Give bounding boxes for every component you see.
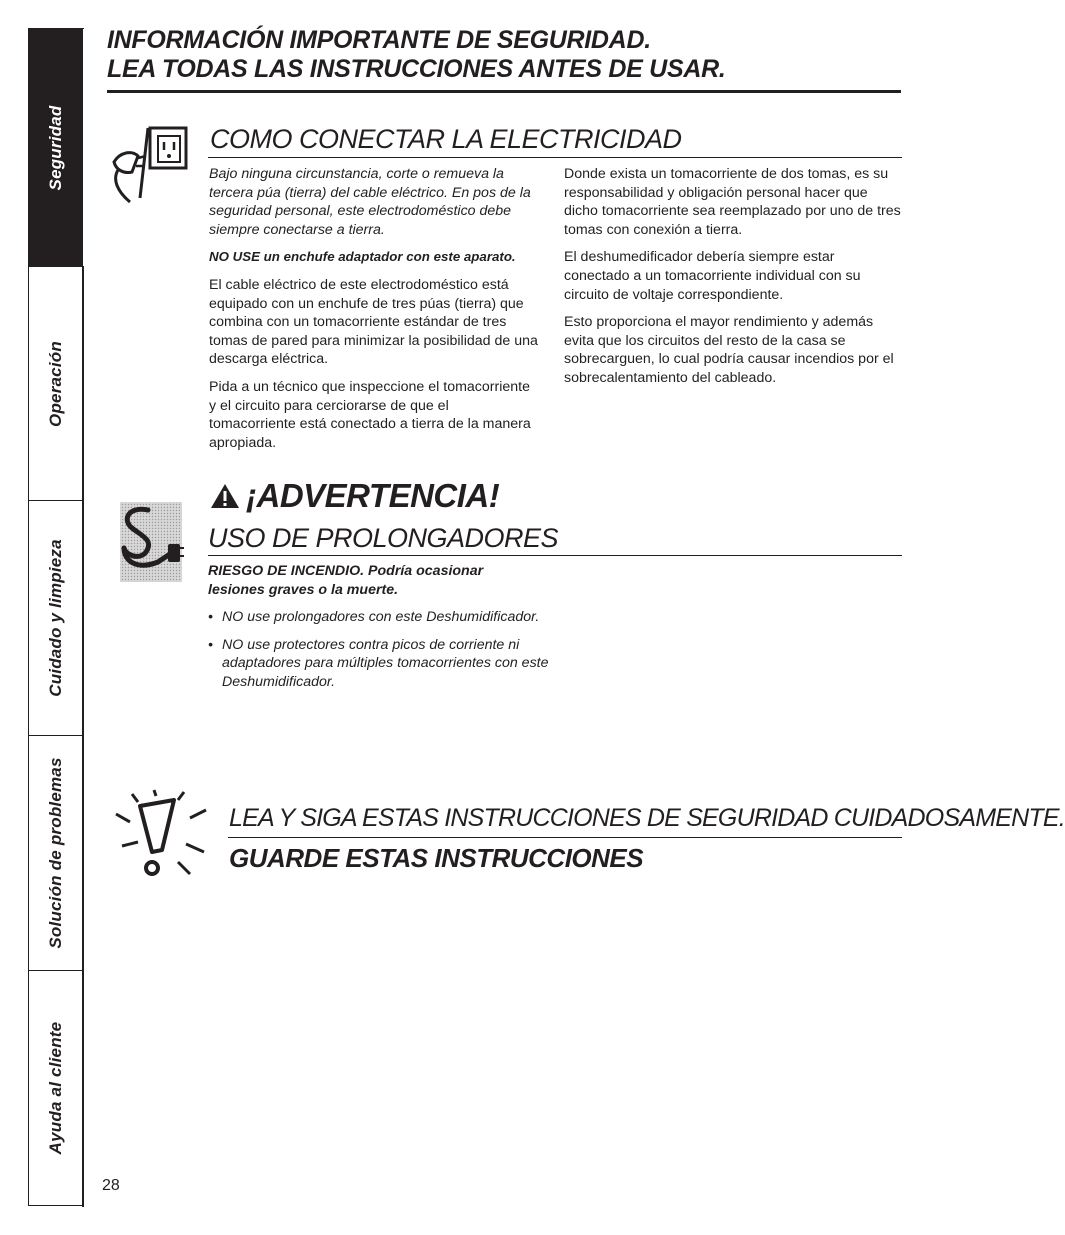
three-prong-text: El cable eléctrico de este electrodoméstico está equipado con un enchufe de tres púas (tierra) que combina con un tomacorriente estándar de tres tomas de pared para minimizar la posibilidad de una descarga eléctrica.: [209, 276, 538, 368]
adapter-warning-text: [209, 248, 539, 267]
warning-title-text: ¡ADVERTENCIA!: [246, 477, 500, 514]
title-line-2: LEA TODAS LAS INSTRUCCIONES ANTES DE USAR.: [107, 55, 726, 83]
read-follow-instructions: LEA Y SIGA ESTAS INSTRUCCIONES DE SEGURIDAD CUIDADOSAMENTE.: [229, 804, 1065, 832]
tab-operacion[interactable]: [29, 267, 83, 501]
tab-cuidado-y-limpieza[interactable]: [29, 501, 83, 736]
tab-seguridad[interactable]: [29, 29, 83, 267]
exclamation-icon: [110, 788, 210, 880]
bullet-mark: •: [208, 609, 213, 626]
bullet-mark: •: [208, 636, 213, 653]
save-instructions: GUARDE ESTAS INSTRUCCIONES: [229, 843, 644, 873]
fire-risk-text: RIESGO DE INCENDIO. Podría ocasionar lesiones graves o la muerte.: [208, 563, 484, 598]
extension-cord-icon: [118, 500, 184, 584]
bullet-text: NO use protectores contra picos de corriente ni adaptadores para múltiples tomacorrientes con este Deshumidificador.: [222, 636, 549, 690]
tab-label: Operación: [46, 340, 65, 427]
tab-label: Seguridad: [46, 105, 65, 190]
tab-ayuda-al-cliente[interactable]: [29, 971, 83, 1205]
extension-heading: USO DE PROLONGADORES: [208, 523, 559, 553]
performance-text: Esto proporciona el mayor rendimiento y además evita que los circuitos del resto de la casa se sobrecarguen, lo cual podría causar incendios por el sobrecalentamiento del cableado.: [564, 314, 894, 386]
warning-title: [210, 477, 499, 515]
adapter-warning-bold: NO USE: [209, 249, 260, 265]
technician-text: Pida a un técnico que inspeccione el tomacorriente y el circuito para cerciorarse de que el tomacorriente está conectado a tierra de la manera apropiada.: [209, 378, 531, 451]
page-title: [107, 26, 907, 84]
tab-label: Cuidado y limpieza: [46, 539, 65, 697]
page-number: 28: [102, 1177, 120, 1194]
tab-solucion-de-problemas[interactable]: [29, 736, 83, 971]
section-tabs: [28, 28, 84, 1206]
tab-label: Ayuda al cliente: [46, 1021, 65, 1155]
ground-prong-text: Bajo ninguna circunstancia, corte o remueva la tercera púa (tierra) del cable eléctrico. En pos de la seguridad personal, este electrodoméstico debe siempre conectarse a tierra.: [209, 166, 531, 238]
list-item: [208, 636, 553, 692]
adapter-warning-rest: un enchufe adaptador con este aparato.: [259, 249, 516, 265]
two-prong-outlet-text: Donde exista un tomacorriente de dos tomas, es su responsabilidad y obligación personal hacer que dicho tomacorriente sea reemplazado por uno de tres tomas con conexión a tierra.: [564, 166, 901, 238]
individual-outlet-text: El deshumedificador debería siempre estar conectado a un tomacorriente individual con su circuito de voltaje correspondiente.: [564, 249, 861, 303]
tab-label: Solución de problemas: [46, 757, 65, 949]
electricity-right-column: [564, 165, 902, 397]
title-rule: [107, 90, 901, 93]
title-line-1: INFORMACIÓN IMPORTANTE DE SEGURIDAD.: [107, 26, 651, 54]
tab-edge-line: [82, 266, 84, 1207]
outlet-plug-icon: [108, 122, 190, 206]
extension-column: [208, 562, 553, 701]
warning-triangle-icon: [210, 483, 240, 509]
electricity-left-column: [209, 165, 539, 461]
electricity-heading: COMO CONECTAR LA ELECTRICIDAD: [210, 124, 682, 154]
bullet-text: NO use prolongadores con este Deshumidificador.: [222, 609, 540, 626]
electricity-rule: [208, 157, 902, 158]
list-item: [208, 608, 553, 627]
closing-rule: [228, 837, 902, 838]
extension-rule: [208, 555, 902, 556]
